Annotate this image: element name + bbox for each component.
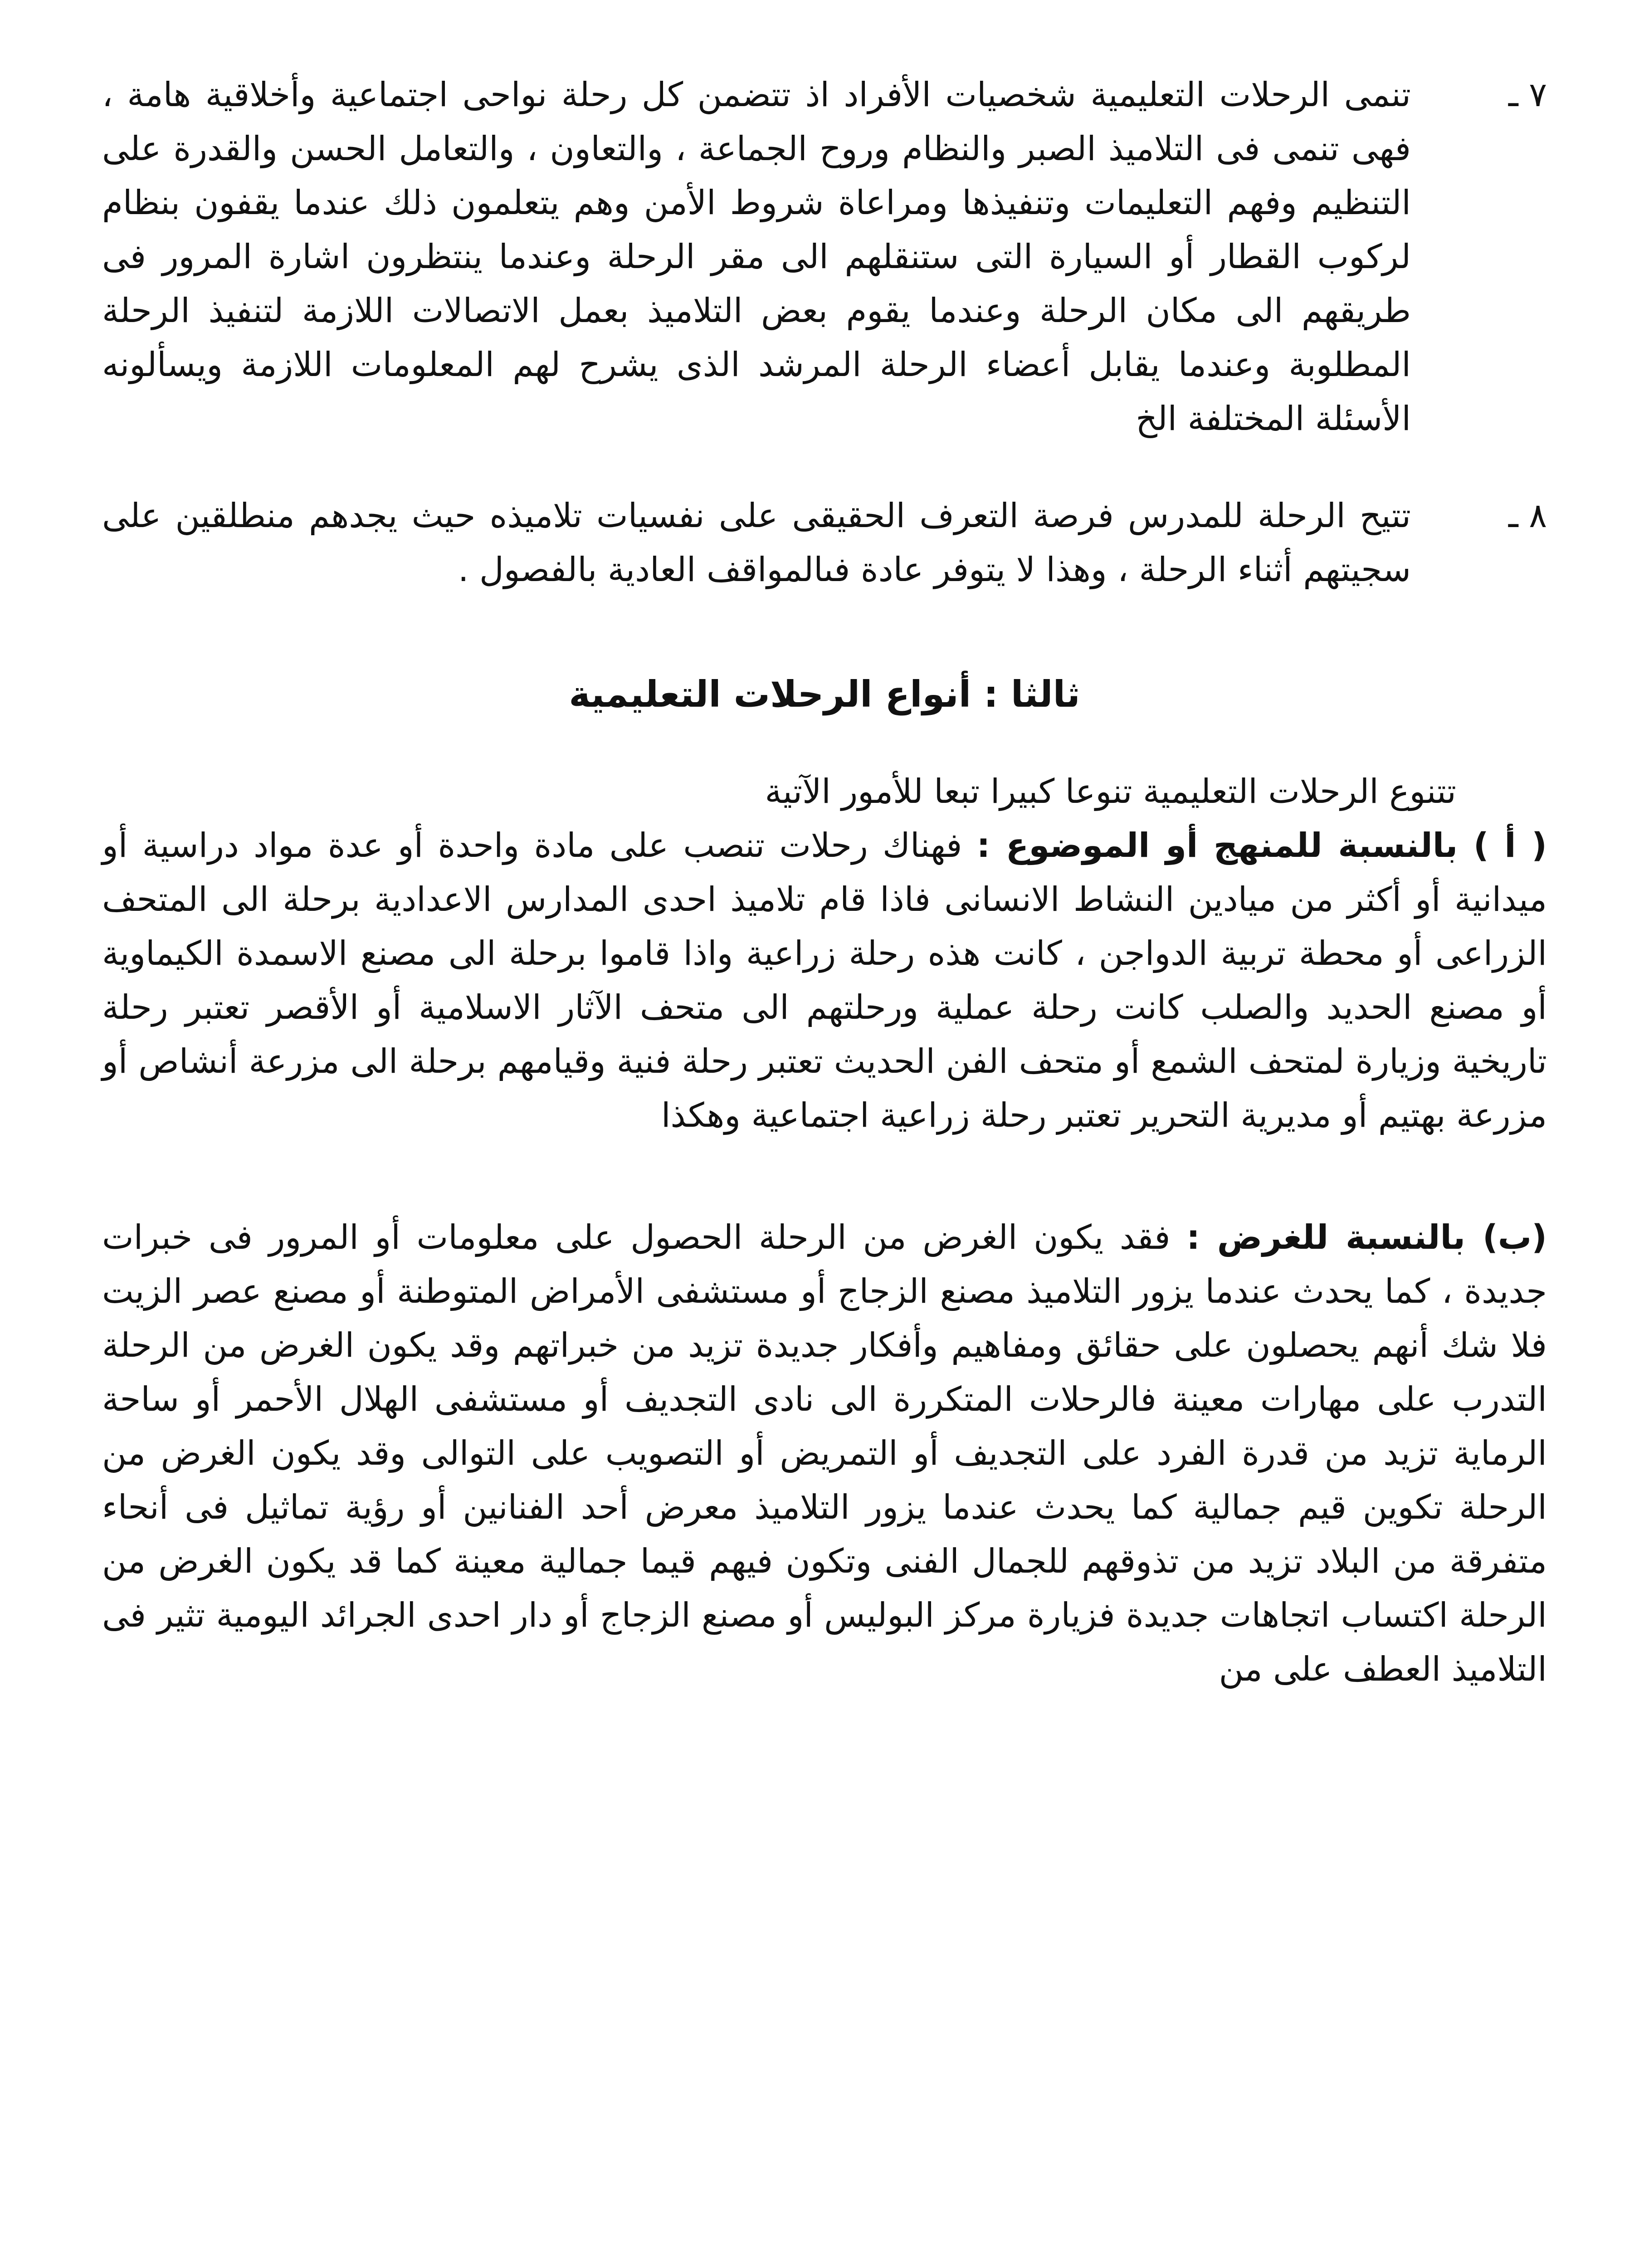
- paragraph-b-text: فقد يكون الغرض من الرحلة الحصول على معلومات أو المرور فى خبرات جديدة ، كما يحدث عندما يزور التلاميذ مصنع الزجاج أو مستشفى الأمراض المتوطنة أو مصنع عصر الزيت فلا شك أنهم يحصلون على حقائق ومفاهيم وأفكار جديدة تزيد من خبراتهم وقد يكون الغرض من الرحلة التدرب على مهارات معينة فالرحلات المتكررة الى نادى التجديف أو مستشفى الهلال الأحمر أو ساحة الرماية تزيد من قدرة الفرد على التجديف أو التمريض أو التصويب على التوالى وقد يكون الغرض من الرحلة تكوين قيم جمالية كما يحدث عندما يزور التلاميذ معرض أحد الفنانين أو رؤية تماثيل فى أنحاء متفرقة من البلاد تزيد من تذوقهم للجمال الفنى وتكون فيهم قيما جمالية معينة كما قد يكون الغرض من الرحلة اكتساب اتجاهات جديدة فزيارة مركز البوليس أو مصنع الزجاج أو دار احدى الجرائد اليومية تثير فى التلاميذ العطف على من: [102, 1218, 1547, 1689]
- paragraph-b-heading: (ب) بالنسبة للغرض :: [1186, 1218, 1547, 1257]
- section-heading: ثالثا : أنواع الرحلات التعليمية: [569, 673, 1080, 715]
- paragraph-a: [102, 819, 1547, 1143]
- list-item: [102, 489, 1547, 597]
- item-text: تتيح الرحلة للمدرس فرصة التعرف الحقيقى على نفسيات تلاميذه حيث يجدهم منطلقين على سجيتهم أثناء الرحلة ، وهذا لا يتوفر عادة فىالمواقف العادية بالفصول .: [102, 496, 1411, 589]
- item-number: ٧ ـ: [1508, 75, 1547, 114]
- paragraph-a-heading: ( أ ) بالنسبة للمنهج أو الموضوع :: [976, 826, 1547, 865]
- paragraph-b: [102, 1211, 1547, 1696]
- page-body: [102, 68, 1547, 1696]
- paragraph-a-text: فهناك رحلات تنصب على مادة واحدة أو عدة مواد دراسية أو ميدانية أو أكثر من ميادين النشاط الانسانى فاذا قام تلاميذ احدى المدارس الاعدادية برحلة الى المتحف الزراعى أو محطة تربية الدواجن ، كانت هذه رحلة زراعية واذا قاموا برحلة الى مصنع الاسمدة الكيماوية أو مصنع الحديد والصلب كانت رحلة عملية ورحلتهم الى متحف الآثار الاسلامية أو الأقصر تعتبر رحلة تاريخية وزيارة لمتحف الشمع أو متحف الفن الحديث تعتبر رحلة فنية وقيامهم برحلة الى مزرعة أنشاص أو مزرعة بهتيم أو مديرية التحرير تعتبر رحلة زراعية اجتماعية وهكذا: [102, 826, 1547, 1135]
- item-number: ٨ ـ: [1508, 496, 1547, 535]
- list-item: [102, 68, 1547, 446]
- item-text: تنمى الرحلات التعليمية شخصيات الأفراد اذ تتضمن كل رحلة نواحى اجتماعية وأخلاقية هامة ، فهى تنمى فى التلاميذ الصبر والنظام وروح الجماعة ، والتعاون ، والتعامل الحسن والقدرة على التنظيم وفهم التعليمات وتنفيذها ومراعاة شروط الأمن وهم يتعلمون ذلك عندما يقفون بنظام لركوب القطار أو السيارة التى ستنقلهم الى مقر الرحلة وعندما ينتظرون اشارة المرور فى طريقهم الى مكان الرحلة وعندما يقوم بعض التلاميذ بعمل الاتصالات اللازمة لتنفيذ الرحلة المطلوبة وعندما يقابل أعضاء الرحلة المرشد الذى يشرح لهم المعلومات اللازمة ويسألونه الأسئلة المختلفة الخ: [102, 75, 1411, 438]
- intro-paragraph: تتنوع الرحلات التعليمية تنوعا كبيرا تبعا للأمور الآتية: [765, 772, 1456, 811]
